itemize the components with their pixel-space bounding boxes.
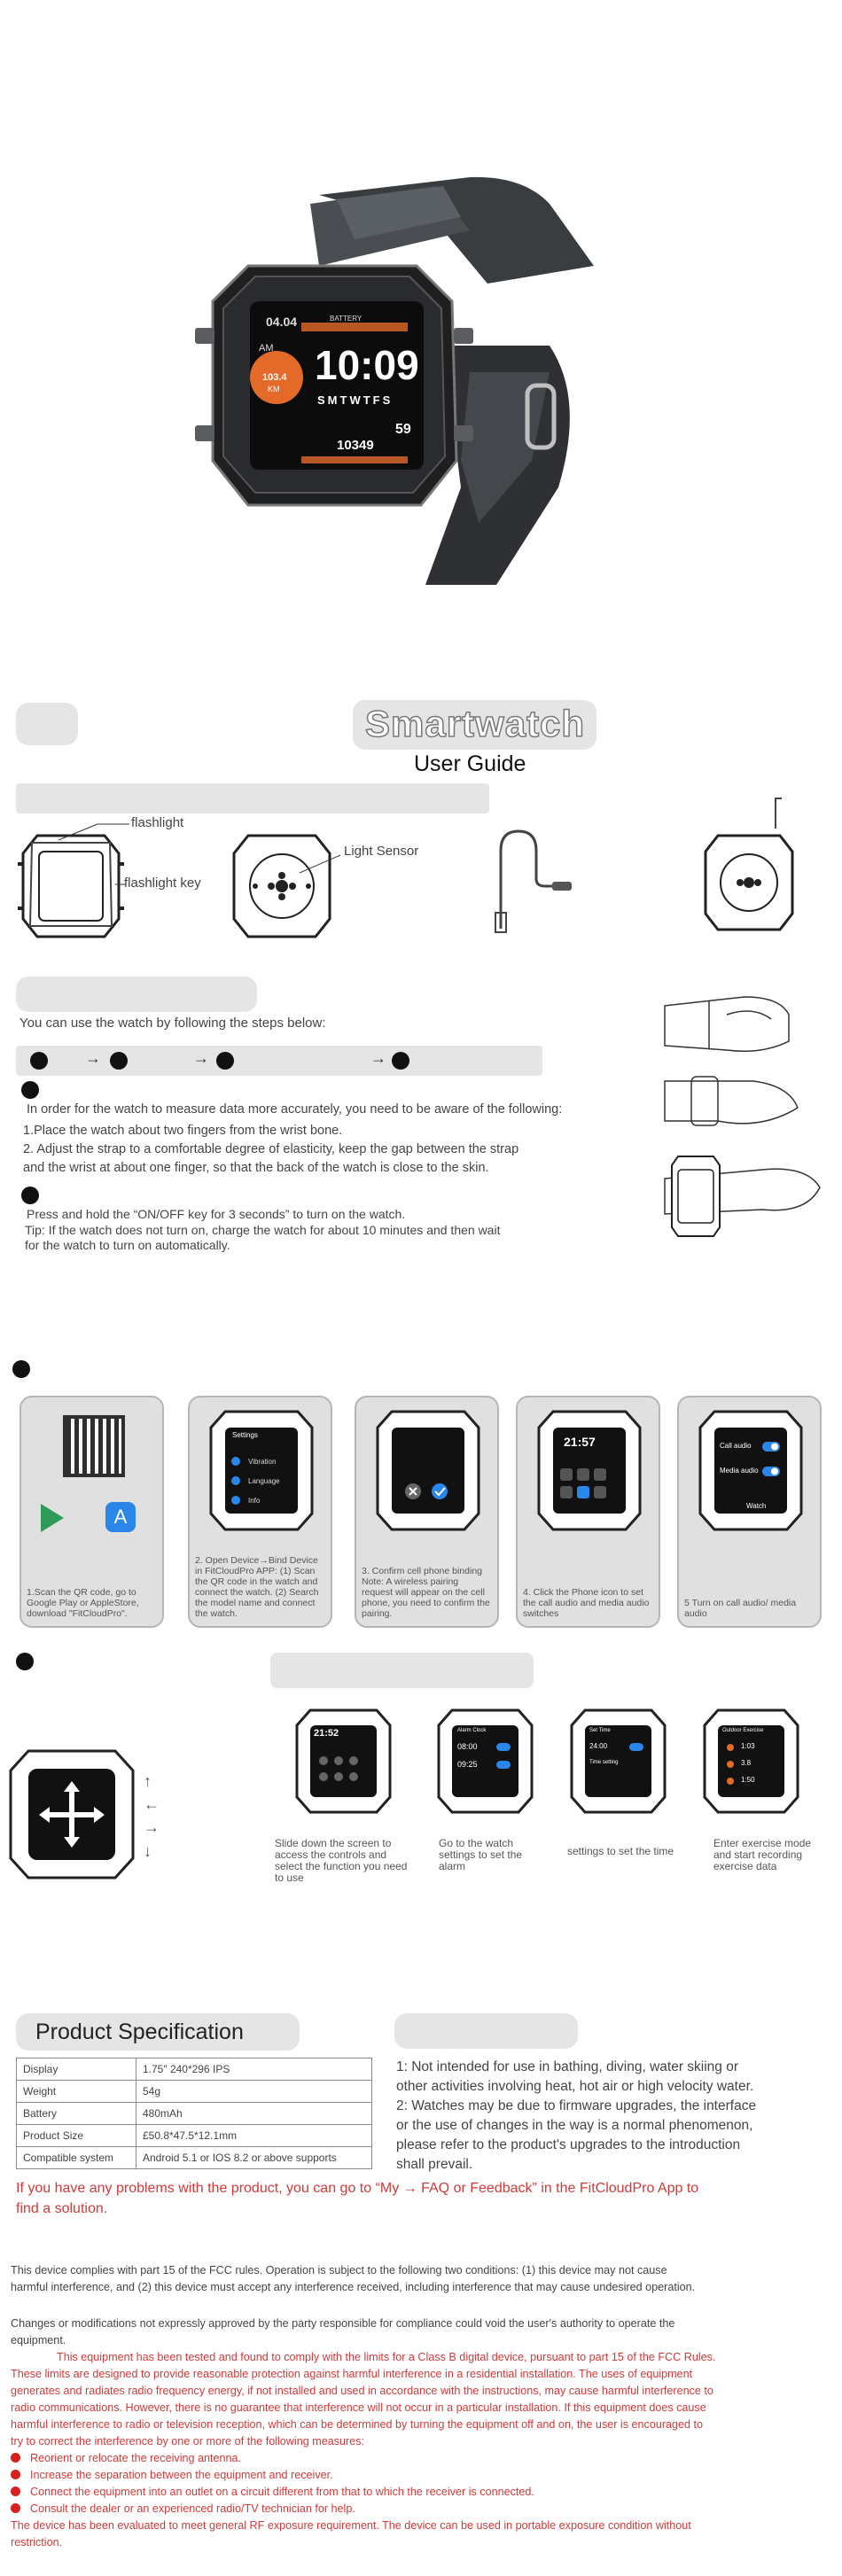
controls-screen-watch bbox=[292, 1706, 394, 1817]
alarm-title: Alarm Clock bbox=[457, 1728, 487, 1733]
watch-face-days: SMTWTFS bbox=[317, 393, 394, 407]
set-time-value: 24:00 bbox=[589, 1742, 608, 1750]
direction-arrow-up: ↑ bbox=[144, 1772, 152, 1790]
spec-value: 54g bbox=[136, 2081, 372, 2103]
spec-label: Battery bbox=[17, 2103, 136, 2125]
watch-face-steps: 10349 bbox=[337, 438, 374, 453]
note-2d: shall prevail. bbox=[396, 2157, 473, 2172]
flashlight-label: flashlight bbox=[131, 815, 184, 830]
set-time-screen-watch bbox=[567, 1706, 669, 1817]
note-2b: or the use of changes in the way is a normal phenomenon, bbox=[396, 2118, 753, 2133]
pairing-card-2-caption: 2. Open Device→Bind Device in FitCloudPro APP: (1) Scan the QR code in the watch and connect the watch. (2) Search the model name and connect the watch. bbox=[195, 1555, 319, 1619]
steps-header-pill bbox=[16, 977, 257, 1012]
power-section-dot bbox=[21, 1187, 39, 1204]
spec-row bbox=[17, 2103, 372, 2125]
wear-intro: In order for the watch to measure data more accurately, you need to be aware of the following: bbox=[27, 1102, 563, 1117]
power-step-3: for the watch to turn on automatically. bbox=[25, 1238, 230, 1252]
operation-caption-1: Slide down the screen to access the controls and select the function you need to use bbox=[275, 1837, 408, 1884]
flow-arrow-2: → bbox=[193, 1049, 209, 1067]
watch-face-time: 10:09 bbox=[315, 342, 419, 388]
flow-step-2-dot bbox=[110, 1052, 128, 1070]
google-play-icon[interactable] bbox=[41, 1504, 64, 1532]
spec-label: Weight bbox=[17, 2081, 136, 2103]
watch-settings-item-1: Vibration bbox=[248, 1458, 277, 1466]
light-sensor-leader bbox=[300, 851, 344, 877]
time-setting-label: Time setting bbox=[589, 1760, 619, 1765]
spec-row bbox=[17, 2058, 372, 2081]
charging-cable-diagram bbox=[492, 824, 581, 939]
wrist-illustrations bbox=[656, 988, 824, 1263]
spec-value: 480mAh bbox=[136, 2103, 372, 2125]
flow-step-1-dot bbox=[30, 1052, 48, 1070]
steps-intro: You can use the watch by following the steps below: bbox=[19, 1016, 326, 1031]
exercise-value-1: 1:03 bbox=[741, 1742, 755, 1750]
spec-row bbox=[17, 2081, 372, 2103]
pairing-card-5-caption: 5 Turn on call audio/ media audio bbox=[684, 1598, 797, 1619]
confirm-binding-screen bbox=[372, 1406, 484, 1535]
note-1b: other activities involving heat, hot air or high velocity water. bbox=[396, 2079, 754, 2094]
note-2a: 2: Watches may be due to firmware upgrades, the interface bbox=[396, 2098, 757, 2113]
watch-settings-item-3: Info bbox=[248, 1497, 261, 1505]
pairing-card-5 bbox=[677, 1396, 822, 1628]
fcc-r2: These limits are designed to provide reasonable protection against harmful interference in a residential installation. The uses of equipment bbox=[11, 2368, 693, 2380]
hero-watch-image bbox=[177, 168, 638, 611]
watch-face-heart: 103.4 bbox=[262, 372, 287, 383]
direction-arrow-down: ↓ bbox=[144, 1842, 152, 1860]
fcc-b3: Connect the equipment into an outlet on a circuit different from that to which the receiver is connected. bbox=[30, 2486, 534, 2498]
power-step-2: Tip: If the watch does not turn on, charge the watch for about 10 minutes and then wait bbox=[25, 1223, 501, 1237]
fcc-bullet-1 bbox=[11, 2453, 20, 2463]
fcc-e1: The device has been evaluated to meet general RF exposure requirement. The device can be used in portable exposure condition without bbox=[11, 2519, 691, 2532]
fcc-p1b: harmful interference, and (2) this device must accept any interference received, including interference that may cause undesired operation. bbox=[11, 2281, 696, 2293]
fcc-bullet-2 bbox=[11, 2470, 20, 2479]
alarm-time-2: 09:25 bbox=[457, 1760, 478, 1769]
pairing-card-3 bbox=[355, 1396, 499, 1628]
pairing-section-dot bbox=[12, 1360, 30, 1378]
guide-subtitle: User Guide bbox=[414, 751, 526, 776]
fcc-e2: restriction. bbox=[11, 2536, 63, 2549]
pairing-card-4-caption: 4. Click the Phone icon to set the call audio and media audio switches bbox=[523, 1587, 650, 1619]
pairing-card-1 bbox=[19, 1396, 164, 1628]
pairing-card-1-caption: 1.Scan the QR code, go to Google Play or AppleStore, download "FitCloudPro". bbox=[27, 1587, 139, 1619]
controls-screen-time: 21:52 bbox=[314, 1728, 339, 1739]
watch-settings-title: Settings bbox=[232, 1431, 258, 1439]
fcc-b2: Increase the separation between the equipment and receiver. bbox=[30, 2469, 333, 2481]
fcc-b1: Reorient or relocate the receiving antenna. bbox=[30, 2452, 242, 2464]
fcc-r1: This equipment has been tested and found to comply with the limits for a Class B digital device, pursuant to part 15 of the FCC Rules. bbox=[57, 2351, 716, 2363]
pairing-card-3-caption: 3. Confirm cell phone binding Note: A wireless pairing request will appear on the cell phone, you need to confirm the pairing. bbox=[362, 1566, 490, 1619]
direction-arrow-right: → bbox=[144, 1818, 160, 1836]
spec-value: £50.8*47.5*12.1mm bbox=[136, 2125, 372, 2147]
spec-row bbox=[17, 2125, 372, 2147]
spec-label: Compatible system bbox=[17, 2147, 136, 2169]
operations-section-dot bbox=[16, 1653, 34, 1670]
watch-back-diagram bbox=[229, 829, 335, 944]
flow-step-4-dot bbox=[392, 1052, 409, 1070]
spec-label: Display bbox=[17, 2058, 136, 2081]
call-audio-label: Call audio bbox=[720, 1442, 752, 1450]
fcc-r4: radio communications. However, there is no guarantee that interference will not occur in a particular installation. If this equipment does cause bbox=[11, 2401, 706, 2414]
alarm-screen-watch bbox=[434, 1706, 536, 1817]
app-store-icon[interactable]: A bbox=[105, 1502, 136, 1532]
wear-step-2a: 2. Adjust the strap to a comfortable degree of elasticity, keep the gap between the strap bbox=[23, 1142, 519, 1156]
fcc-r3: generates and radiates radio frequency energy, if not installed and used in accordance with the instructions, may cause harmful interference to bbox=[11, 2385, 713, 2397]
fcc-r5: harmful interference to radio or television reception, which can be determined by turning the equipment off and on, the user is encouraged to bbox=[11, 2418, 704, 2431]
watch-face-date: 04.04 bbox=[266, 315, 298, 329]
exercise-value-3: 1:50 bbox=[741, 1776, 755, 1784]
pairing-card-2 bbox=[188, 1396, 332, 1628]
operation-caption-3: settings to set the time bbox=[567, 1845, 674, 1857]
note-1a: 1: Not intended for use in bathing, diving, water skiing or bbox=[396, 2059, 739, 2074]
spec-row bbox=[17, 2147, 372, 2169]
flashlight-key-label: flashlight key bbox=[124, 876, 201, 891]
alarm-time-1: 08:00 bbox=[457, 1742, 478, 1751]
qr-code bbox=[63, 1415, 125, 1477]
spec-label: Product Size bbox=[17, 2125, 136, 2147]
watch-settings-item-2: Language bbox=[248, 1477, 280, 1485]
notes-heading-pill bbox=[394, 2013, 578, 2049]
phone-icon-screen bbox=[534, 1406, 645, 1535]
power-step-1: Press and hold the “ON/OFF key for 3 seconds” to turn on the watch. bbox=[27, 1207, 406, 1221]
media-audio-label: Media audio bbox=[720, 1467, 759, 1475]
set-time-title: Set Time bbox=[589, 1728, 611, 1733]
exercise-value-2: 3.8 bbox=[741, 1759, 752, 1767]
help-line-1: If you have any problems with the product, you can go to “My → FAQ or Feedback” in the FitCloudPro App to bbox=[16, 2181, 699, 2196]
guide-title: Smartwatch bbox=[365, 703, 586, 744]
flow-step-3-dot bbox=[216, 1052, 234, 1070]
spec-heading: Product Specification bbox=[35, 2020, 244, 2044]
wear-section-dot bbox=[21, 1081, 39, 1099]
fcc-b4: Consult the dealer or an experienced radio/TV technician for help. bbox=[30, 2502, 355, 2515]
operation-caption-4: Enter exercise mode and start recording exercise data bbox=[713, 1837, 812, 1872]
watch-label: Watch bbox=[746, 1502, 767, 1510]
spec-table bbox=[16, 2058, 372, 2169]
wear-step-1: 1.Place the watch about two fingers from the wrist bone. bbox=[23, 1124, 343, 1138]
watch-face-battery-label: BATTERY bbox=[330, 315, 363, 323]
watch-face-seconds: 59 bbox=[395, 422, 411, 437]
flow-arrow-1: → bbox=[85, 1049, 101, 1067]
fcc-r6: try to correct the interference by one or more of the following measures: bbox=[11, 2435, 364, 2448]
fcc-bullet-3 bbox=[11, 2487, 20, 2496]
wear-step-2b: and the wrist at about one finger, so that the back of the watch is close to the skin. bbox=[23, 1161, 489, 1175]
fcc-bullet-4 bbox=[11, 2503, 20, 2513]
direction-watch bbox=[5, 1746, 138, 1883]
fcc-p2a: Changes or modifications not expressly approved by the party responsible for compliance could void the user's authority to operate the bbox=[11, 2317, 675, 2330]
spec-value: Android 5.1 or IOS 8.2 or above supports bbox=[136, 2147, 372, 2169]
watch-face-am: AM bbox=[259, 343, 274, 354]
phone-screen-time: 21:57 bbox=[564, 1435, 596, 1449]
operations-header-pill bbox=[270, 1653, 534, 1688]
header-blank-pill bbox=[16, 703, 78, 745]
operation-caption-2: Go to the watch settings to set the alarm bbox=[439, 1837, 523, 1872]
direction-arrow-left: ← bbox=[144, 1795, 160, 1813]
watch-charging-diagram bbox=[700, 793, 798, 944]
light-sensor-label: Light Sensor bbox=[344, 844, 419, 859]
note-2c: please refer to the product's upgrades to the introduction bbox=[396, 2137, 741, 2152]
watch-face-km: KM bbox=[268, 385, 280, 393]
fcc-p2b: equipment. bbox=[11, 2334, 66, 2346]
watch-settings-screen bbox=[206, 1406, 317, 1535]
fcc-p1a: This device complies with part 15 of the FCC rules. Operation is subject to the following two conditions: (1) this device may not cause bbox=[11, 2264, 667, 2276]
exercise-screen-watch bbox=[700, 1706, 802, 1817]
help-line-2: find a solution. bbox=[16, 2201, 108, 2216]
pairing-card-4 bbox=[516, 1396, 660, 1628]
flow-arrow-3: → bbox=[370, 1049, 386, 1067]
spec-value: 1.75″ 240*296 IPS bbox=[136, 2058, 372, 2081]
exercise-title: Outdoor Exercise bbox=[722, 1728, 764, 1733]
